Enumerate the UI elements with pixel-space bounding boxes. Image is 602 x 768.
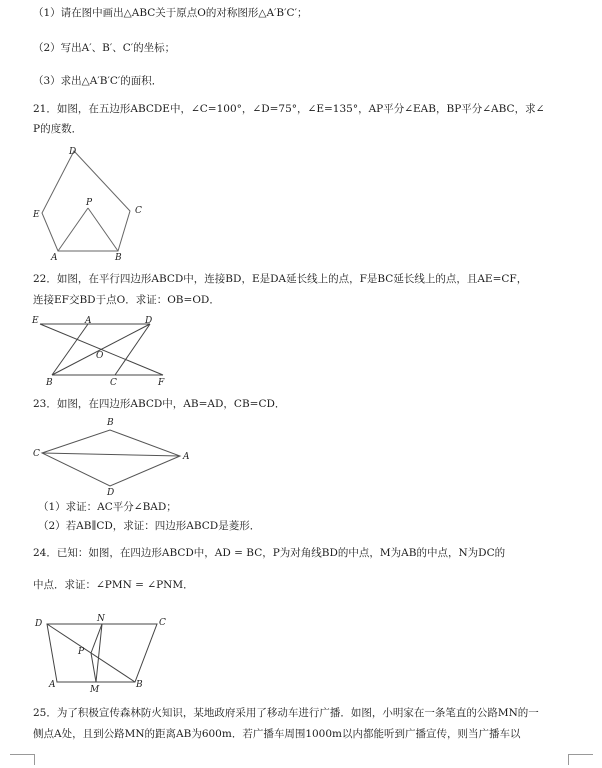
fig23-label-a: A <box>183 452 190 462</box>
fig22-label-a: A <box>85 316 92 326</box>
text-line-q20-2: （2）写出A′、B′、C′的坐标； <box>33 42 176 54</box>
question-24-text: 24．已知：如图，在四边形ABCD中，AD = BC，P为对角线BD的中点，M为AB的中点，N为DC的 <box>33 547 506 559</box>
fig24-label-a: A <box>49 680 56 690</box>
fig24-label-m: M <box>90 685 100 695</box>
question-25-text: 25．为了积极宣传森林防火知识，某地政府采用了移动车进行广播．如图，小明家在一条笔直的公路MN的一 <box>33 707 539 719</box>
fig23-label-c: C <box>33 449 40 459</box>
fig21-label-a: A <box>51 253 58 261</box>
fig24-label-p: P <box>78 647 85 657</box>
figure-24-quadrilateral <box>30 612 175 697</box>
question-21-text: 21．如图，在五边形ABCDE中，∠C=100°，∠D=75°，∠E=135°，AP平分∠EAB，BP平分∠ABC，求∠ <box>33 103 545 115</box>
question-22-text: 22．如图，在平行四边形ABCD中，连接BD，E是DA延长线上的点，F是BC延长线上的点，且AE=CF， <box>33 273 528 285</box>
fig22-label-o: O <box>96 351 104 361</box>
figure-23-kite <box>30 414 195 496</box>
question-23-part-2: （2）若AB∥CD，求证：四边形ABCD是菱形． <box>38 520 261 532</box>
fig24-label-c: C <box>159 618 166 628</box>
fig21-label-p: P <box>86 198 93 208</box>
question-22-text-cont: 连接EF交BD于点O．求证：OB=OD． <box>33 294 220 306</box>
question-24-text-cont: 中点．求证：∠PMN = ∠PNM． <box>33 579 194 591</box>
fig21-label-c: C <box>135 206 142 216</box>
fig24-label-d: D <box>35 619 43 629</box>
fig23-label-d: D <box>107 488 115 496</box>
figure-22-parallelogram <box>30 312 175 390</box>
text-line-q20-3: （3）求出△A′B′C′的面积． <box>33 75 163 87</box>
fig21-label-d: D <box>69 147 77 157</box>
page-corner-mark-left <box>10 754 35 765</box>
question-23-text: 23．如图，在四边形ABCD中，AB=AD，CB=CD． <box>33 398 286 410</box>
fig22-label-b: B <box>46 378 53 388</box>
question-21-text-cont: P的度数． <box>33 123 83 135</box>
question-25-text-cont: 侧点A处，且到公路MN的距离AB为600m．若广播车周围1000m以内都能听到广播宣传，则当广播车以 <box>33 728 521 740</box>
fig22-label-e: E <box>32 316 39 326</box>
fig24-label-b: B <box>136 680 143 690</box>
text-line-q20-1: （1）请在图中画出△ABC关于原点O的对称图形△A′B′C′； <box>33 7 308 19</box>
fig21-label-b: B <box>115 253 122 261</box>
fig24-label-n: N <box>97 614 105 624</box>
question-23-part-1: （1）求证：AC平分∠BAD； <box>38 501 177 513</box>
page-corner-mark-right <box>568 754 593 765</box>
fig23-label-b: B <box>107 418 114 428</box>
fig22-label-f: F <box>158 378 165 388</box>
fig22-label-c: C <box>110 378 117 388</box>
figure-21-pentagon <box>30 143 160 261</box>
fig21-label-e: E <box>33 210 40 220</box>
fig22-label-d: D <box>145 316 153 326</box>
